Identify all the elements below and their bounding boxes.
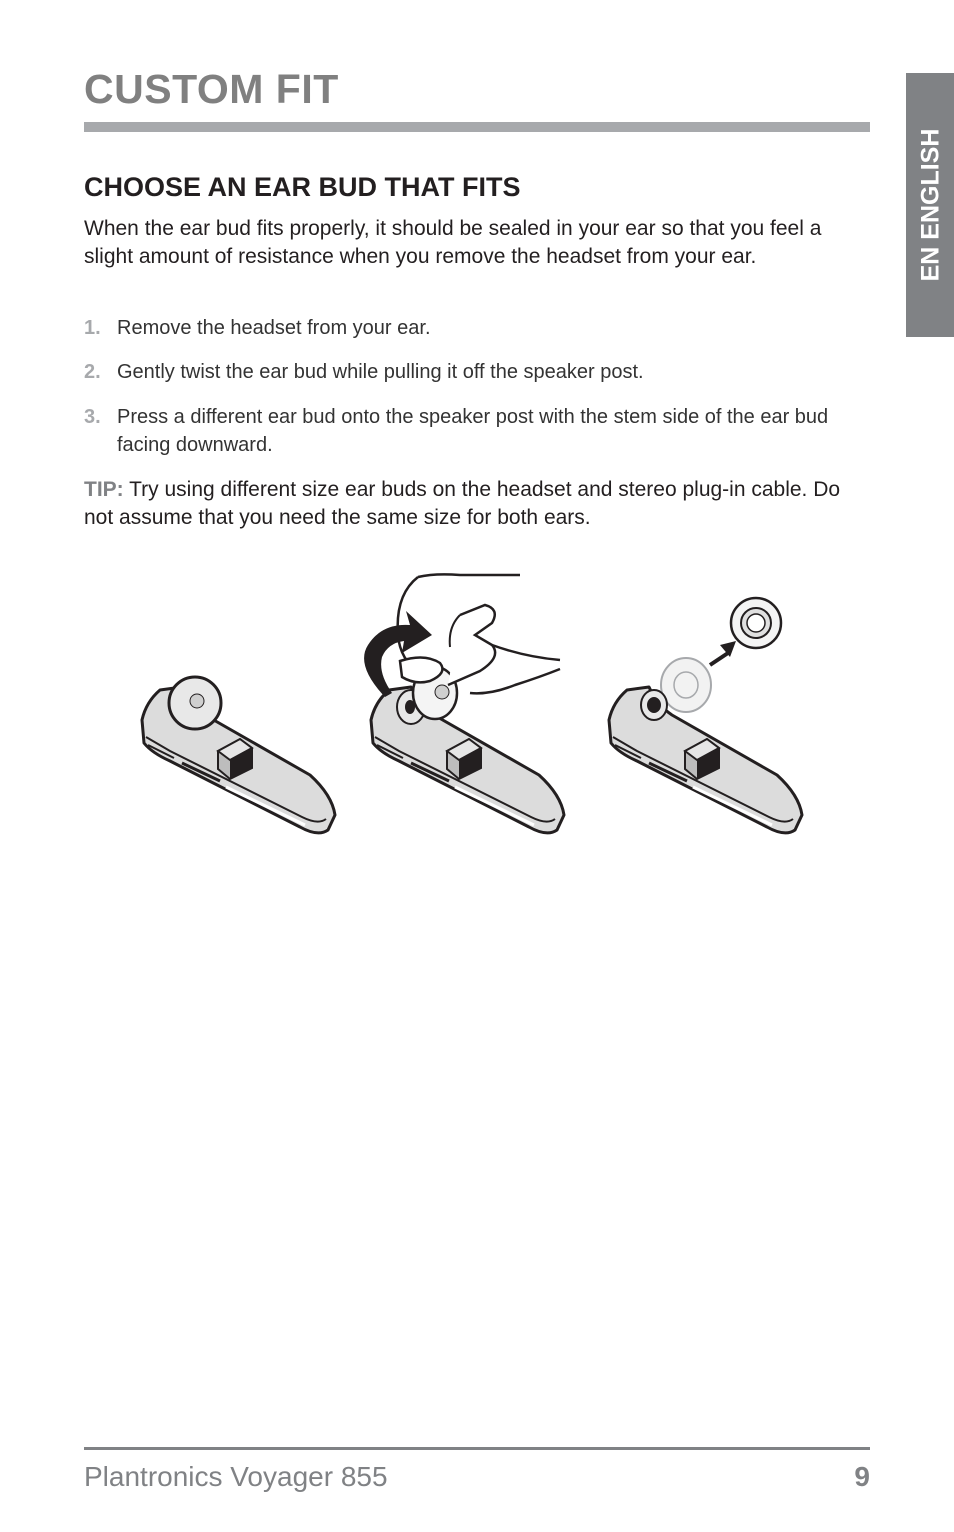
- step-3: [84, 403, 870, 459]
- language-tab-label: EN ENGLISH: [916, 128, 945, 282]
- step-number: 1.: [84, 317, 101, 339]
- tip-text: Try using different size ear buds on the headset and stereo plug-in cable. Do not assume that you need the same size for both ears.: [84, 478, 841, 529]
- step-text: Remove the headset from your ear.: [117, 317, 431, 339]
- step-number: 2.: [84, 361, 101, 383]
- section-heading: CHOOSE AN EAR BUD THAT FITS: [84, 172, 521, 202]
- title-rule: [84, 122, 870, 132]
- step-text: Gently twist the ear bud while pulling it off the speaker post.: [117, 361, 644, 383]
- headset-panel-1: [142, 677, 335, 833]
- step-text: Press a different ear bud onto the speaker post with the stem side of the ear bud facing downward.: [117, 406, 829, 456]
- step-1: [84, 314, 870, 342]
- footer-product-name: Plantronics Voyager 855: [84, 1461, 388, 1492]
- footer-rule: [84, 1447, 870, 1450]
- intro-paragraph: When the ear bud fits properly, it should be sealed in your ear so that you feel a slight amount of resistance when you remove the headset from your ear.: [84, 217, 822, 268]
- step-number: 3.: [84, 406, 101, 428]
- headset-panel-2: [364, 574, 564, 833]
- tip-paragraph: [84, 476, 870, 532]
- page-title: CUSTOM FIT: [84, 66, 339, 112]
- ear-bud-illustration: [130, 565, 820, 855]
- page-number: 9: [854, 1461, 870, 1492]
- step-2: [84, 358, 870, 386]
- tip-label: TIP:: [84, 478, 124, 501]
- headset-panel-3: [609, 598, 802, 833]
